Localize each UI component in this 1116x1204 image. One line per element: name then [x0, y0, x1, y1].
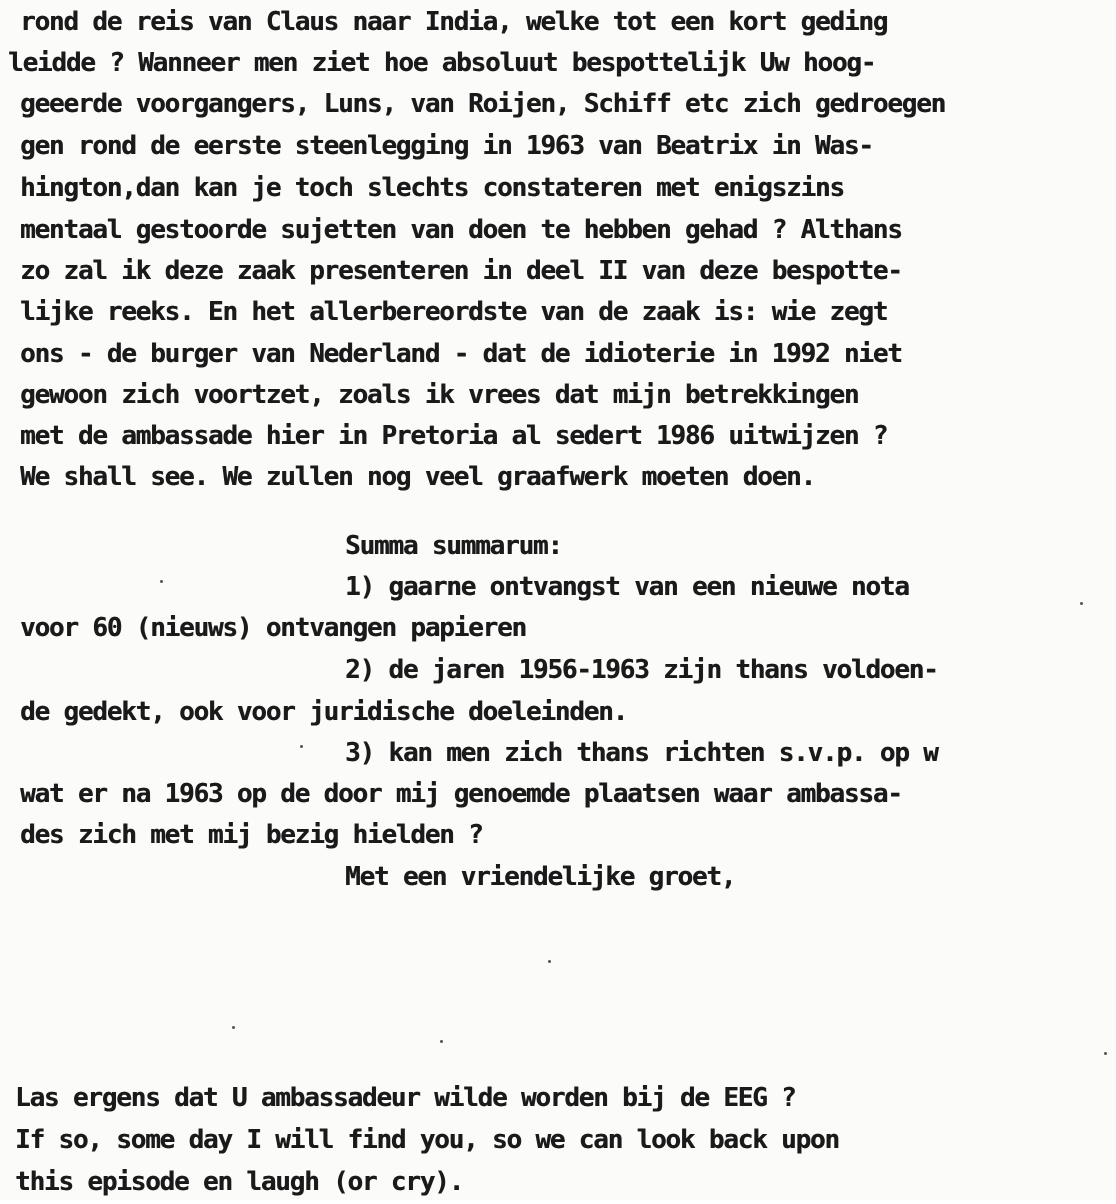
scan-speck	[160, 580, 163, 583]
postscript-line: Las ergens dat U ambassadeur wilde worden bij de EEG ?	[15, 1083, 796, 1113]
scan-speck	[232, 1026, 235, 1029]
postscript-line: If so, some day I will find you, so we can look back upon	[15, 1125, 839, 1155]
paragraph-line: gewoon zich voortzet, zoals ik vrees dat mijn betrekkingen	[20, 380, 859, 410]
paragraph-line: We shall see. We zullen nog veel graafwerk moeten doen.	[20, 462, 815, 492]
paragraph-line: met de ambassade hier in Pretoria al sedert 1986 uitwijzen ?	[20, 421, 888, 451]
paragraph-line: ons - de burger van Nederland - dat de idioterie in 1992 niet	[20, 339, 902, 369]
scan-speck	[1104, 1052, 1107, 1055]
summary-line: des zich met mij bezig hielden ?	[20, 820, 483, 850]
scan-speck	[440, 1040, 443, 1043]
paragraph-line: mentaal gestoorde sujetten van doen te hebben gehad ? Althans	[20, 215, 902, 245]
paragraph-line: hington,dan kan je toch slechts constateren met enigszins	[20, 173, 844, 203]
scan-speck	[1080, 602, 1083, 605]
summary-heading: Summa summarum:	[345, 531, 562, 561]
paragraph-line: rond de reis van Claus naar India, welke tot een kort geding	[20, 7, 888, 37]
paragraph-line: geeerde voorgangers, Luns, van Roijen, Schiff etc zich gedroegen	[20, 89, 946, 119]
paragraph-line: lijke reeks. En het allerbereordste van de zaak is: wie zegt	[20, 297, 888, 327]
summary-line: de gedekt, ook voor juridische doeleinden.	[20, 697, 628, 727]
paragraph-line: gen rond de eerste steenlegging in 1963 van Beatrix in Was-	[20, 131, 873, 161]
paragraph-line: leidde ? Wanneer men ziet hoe absoluut bespottelijk Uw hoog-	[8, 48, 876, 78]
summary-line: wat er na 1963 op de door mij genoemde plaatsen waar ambassa-	[20, 779, 902, 809]
postscript-line: this episode en laugh (or cry).	[15, 1167, 464, 1197]
summary-line: voor 60 (nieuws) ontvangen papieren	[20, 613, 526, 643]
closing-greeting: Met een vriendelijke groet,	[345, 862, 736, 892]
scan-speck	[300, 745, 303, 748]
scan-speck	[548, 960, 551, 963]
summary-line: 1) gaarne ontvangst van een nieuwe nota	[345, 572, 909, 602]
summary-line: 2) de jaren 1956-1963 zijn thans voldoen-	[345, 655, 938, 685]
paragraph-line: zo zal ik deze zaak presenteren in deel II van deze bespotte-	[20, 256, 902, 286]
summary-line: 3) kan men zich thans richten s.v.p. op w	[345, 738, 938, 768]
